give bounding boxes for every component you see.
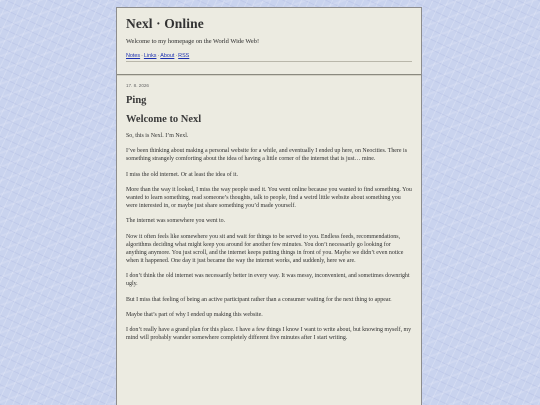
post-title: Ping — [126, 95, 147, 106]
nav-link-about[interactable]: About — [160, 53, 175, 59]
post-paragraph: I miss the old internet. Or at least the idea of it. — [126, 171, 238, 178]
site-title: Nexl · Online — [126, 16, 204, 31]
post-paragraph: Maybe that’s part of why I ended up making this website. — [126, 311, 263, 318]
nav-link-notes[interactable]: Notes — [126, 53, 141, 59]
page-panel — [116, 7, 422, 405]
post-paragraph: The internet was somewhere you went to. — [126, 218, 226, 225]
site-nav — [126, 53, 412, 62]
post-paragraph: But I miss that feeling of being an active participant rather than a consumer waiting for the next thing to appear. — [126, 296, 392, 303]
nav-separator: · — [141, 53, 143, 59]
post-body — [126, 132, 412, 342]
post-paragraph: I’ve been thinking about making a personal website for a while, and eventually I ended up here, on Neocities. There is something strangely comforting about the idea of having a little corner of the internet that is just… mine. — [126, 148, 408, 163]
site-tagline: Welcome to my homepage on the World Wide Web! — [126, 38, 260, 45]
header-divider — [117, 74, 421, 76]
nav-link-rss[interactable]: RSS — [178, 53, 190, 59]
nav-separator: · — [175, 53, 178, 59]
post-paragraph: I don’t really have a grand plan for this place. I have a few things I know I want to write about, but knowing myself, my mind will probably wander somewhere completely different five minutes after I start writing. — [126, 327, 412, 342]
nav-separator: · — [157, 53, 160, 59]
post-date: 17. 8. 2026 — [126, 83, 149, 88]
post-paragraph: Now it often feels like somewhere you sit and wait for things to be served to you. Endless feeds, recommendations, algorithms deciding what might keep you around for another few minutes. You don’t necessarily go looking for anything anymore. You just scroll, and the internet keeps putting things in front of you. Maybe we didn’t even notice when it happened. One day it just became the way the internet works, and suddenly, here we are. — [126, 233, 404, 264]
post-paragraph: I don’t think the old internet was necessarily better in every way. It was messy, inconvenient, and sometimes downright ugly. — [126, 273, 410, 288]
post-heading: Welcome to Nexl — [126, 114, 202, 125]
nav-link-links[interactable]: Links — [143, 53, 157, 59]
post-paragraph: More than the way it looked, I miss the way people used it. You went online because you wanted to find something. You wanted to learn something, read someone’s thoughts, talk to people, find a weird little website about something you were interested in, or maybe just share something you’d made yourself. — [126, 186, 412, 210]
post-paragraph: So, this is Nexl. I’m Nexl. — [126, 133, 189, 139]
